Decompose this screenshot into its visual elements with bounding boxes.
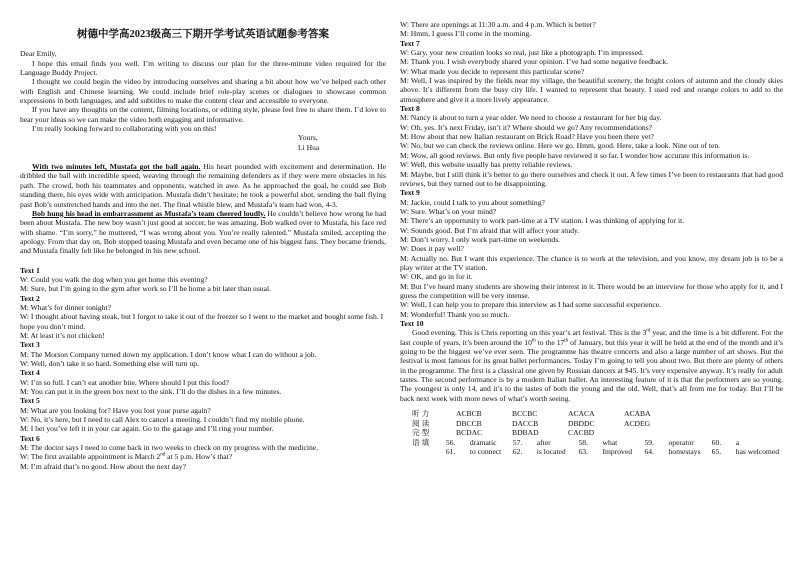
answer-group: ACBCB xyxy=(456,409,482,419)
text-heading: Text 5 xyxy=(20,396,40,406)
dialogue-line: W: Well, I can help you to prepare this interview as I had some successful experience. xyxy=(400,300,662,310)
answer-group: BCCBC xyxy=(512,409,538,419)
dialogue-line: M: I’m afraid that’s no good. How about the next day? xyxy=(20,461,186,471)
answer-label: 听力 xyxy=(412,409,432,419)
dialogue-line: M: Hmm, I guess I’ll come in the morning. xyxy=(400,29,532,39)
email-signature: Li Hua xyxy=(298,142,320,152)
dialogue-line: W: Sounds good. But I’m afraid that will affect your study. xyxy=(400,225,580,235)
item-number: 61. xyxy=(445,447,456,457)
dialogue-line: M: Well, I was inspired by the fields near my village, the beautiful scenery, the bright colors of autumn and the cloudy skies above. It’s different from the busy city life. I wanted to represent that beauty. I used red and orange colors to add to the atmosphere and give it a more lively appearance. xyxy=(400,76,783,104)
story-lead: Bob hung his head in embarrassment as Mustafa’s team cheered loudly. xyxy=(32,208,266,218)
text-heading: Text 4 xyxy=(20,368,40,378)
text-heading: Text 9 xyxy=(400,188,420,198)
email-paragraph: I thought we could begin the video by introducing ourselves and sharing a bit about how we’ve helped each other with English and Chinese learning. We could include brief role-play scenes or dialogues to showcase common expressions in both languages, and add subtitles to make the content clear and accessible to everyone. xyxy=(20,77,386,106)
text-heading: Text 8 xyxy=(400,104,420,114)
dialogue-line: W: Could you walk the dog when you get home this evening? xyxy=(20,274,208,284)
dialogue-line: M: The doctor says I need to come back in two weeks to check on my progress with the medicine. xyxy=(20,443,319,453)
dialogue-line: W: There are openings at 11:30 a.m. and 4 p.m. Which is better? xyxy=(400,20,596,29)
dialogue-line: M: There’s an opportunity to work part-time at a TV station. I was thinking of applying for it. xyxy=(400,216,685,226)
dialogue-line: M: Wonderful! Thank you so much. xyxy=(400,309,510,319)
item-number: 64. xyxy=(644,447,654,457)
answer-label: 阅读 xyxy=(412,418,432,428)
story-body: His heart pounded with excitement and determination. He dribbled the ball with incredible speed, weaving through the remaining defenders as if they were mere obstacles in his path. The crowd, both his teammates and opponents, watched in awe. As he approached the goal, he could see Bob standing there, his eyes wide with anticipation. Mustafa didn’t hesitate; he took a powerful shot, sending the ball flying past Bob’s outstretched hands and into the net. The final whistle blew, and Mustafa’s team had won, 4-3. xyxy=(20,162,386,209)
answer-row-grammar xyxy=(412,438,783,448)
answer-group: DACCB xyxy=(512,418,539,428)
dialogue-line: M: The Morson Company turned down my application. I don’t know what I can do without a job. xyxy=(20,349,317,359)
item-number: 57. xyxy=(512,437,523,447)
dialogue-line: W: OK, and go in for it. xyxy=(400,272,473,282)
dialogue-line: W: What made you decide to represent this particular scene? xyxy=(400,66,585,76)
dialogue-line: W: Does it pay well? xyxy=(400,244,464,254)
dialogue-line: W: No, it’s here, but I need to call Alex to cancel a meeting. I couldn’t find my mobile phone. xyxy=(20,415,305,425)
dialogue-line: W: Sure. What’s on your mind? xyxy=(400,206,497,216)
dialogue-line: M: Don’t worry. I only work part-time on weekends. xyxy=(400,234,561,244)
grammar-answer-table xyxy=(412,438,783,457)
dialogue-line: M: Actually no. But I want this experience. The chance is to work at the television, and you know, my dream job is to be a play writer at the TV station. xyxy=(400,253,783,272)
item-answer: dramatic xyxy=(469,437,497,447)
text-heading: Text 10 xyxy=(400,319,424,328)
item-answer: a xyxy=(735,437,740,447)
dialogue-line: W: I thought about having steak, but I forgot to take it out of the freezer so I went to the market and bought some fish. I hope you don’t mind. xyxy=(20,312,384,331)
answer-group: BCDAC xyxy=(456,428,483,438)
dialogue-line: M: At least it’s not chicken! xyxy=(20,330,105,340)
page-title: 树德中学高2023级高三下期开学考试英语试题参考答案 xyxy=(77,29,329,40)
monologue-paragraph: Good evening. This is Chris reporting on this year’s art festival. This is the 3rd year, and the time is a bit different. For the last couple of years, it’s been around the 10th to the 17th of January, but this year it will be held at the end of the month and it’s going to be the biggest we’ve ever seen. The programme has theatre concerts and also a large number of art shows. But the festival is most famous for its great ballet performances. Today I’m going to tell you about two. But there are plenty of others in the programme. The first is a classical one given by Russian dancers at $45. It’s very expensive anyway. It’s really for adult tastes. The second performance is by a modern Italian ballet. An interesting feature of it is that the performers are so young. The youngest is only 14, and it’s to the tastes of both the young and the old. Well, that’s all from me for today. But I’ll be back next week with more news of what’s worth seeing. xyxy=(400,328,783,403)
answer-group: BDBAD xyxy=(512,428,539,438)
item-number: 59. xyxy=(644,437,654,447)
answer-label: 完型 xyxy=(412,428,432,438)
email-paragraph: If you have any thoughts on the content, filming locations, or editing style, please feel free to share them. I’d love to hear your ideas so we can make the video both engaging and informative. xyxy=(20,105,386,124)
item-answer: Improved xyxy=(602,447,632,457)
text-heading: Text 3 xyxy=(20,340,40,350)
dialogue-line: M: Jackie, could I talk to you about something? xyxy=(400,197,545,207)
text-heading: Text 7 xyxy=(400,38,420,48)
dialogue-line: M: Sure, but I’m going to the gym after work so I’ll be home a bit later than usual. xyxy=(20,284,271,294)
item-answer: is located xyxy=(536,447,566,457)
story-body: He couldn’t believe how wrong he had been about Mustafa. The new boy wasn’t just good at soccer, he was amazing. Bob walked over to Mustafa, his face red with shame. “I’m sorry,” he muttered, “I was wrong about you. You’re really talented.” Mustafa smiled, accepting the apology. From that day on, Bob stopped teasing Mustafa and even became one of his biggest fans. They became friends, and Mustafa finally felt like he belonged in his new school. xyxy=(20,208,386,256)
dialogue-line: W: Gary, your new creation looks so real, just like a photograph. I’m impressed. xyxy=(400,48,644,58)
dialogue-line: W: No, but we can check the reviews online. Here we go. Hmm, good. Here, take a look. Nine out of ten. xyxy=(400,141,721,151)
text-heading: Text 1 xyxy=(20,265,40,275)
dialogue-line: M: Maybe, but I still think it’s better to go there ourselves and check it out. A few times I’ve been to restaurants that had good reviews, but they turned out to be disappointing. xyxy=(400,169,783,188)
dialogue-line: M: Nancy is about to turn a year older. We need to choose a restaurant for her big day. xyxy=(400,113,662,123)
dialogue-line: M: What are you looking for? Have you lost your purse again? xyxy=(20,405,211,415)
dialogue-line: W: Well, don’t take it so hard. Something else will turn up. xyxy=(20,359,199,368)
item-answer: operator xyxy=(668,437,694,447)
item-number: 62. xyxy=(512,447,523,457)
story-lead: With two minutes left, Mustafa got the ball again. xyxy=(32,162,201,172)
answer-key-table xyxy=(412,409,680,438)
email-paragraph: I hope this email finds you well. I’m writing to discuss our plan for the three-minute video required for the Language Buddy Project. xyxy=(20,58,386,78)
dialogue-line: M: What’s for dinner tonight? xyxy=(20,302,111,312)
answer-label: 语填 xyxy=(412,437,432,447)
item-number: 65. xyxy=(711,447,722,457)
item-number: 60. xyxy=(711,437,722,447)
answer-row-reading xyxy=(412,419,680,429)
item-answer: homestays xyxy=(668,447,701,457)
item-number: 58. xyxy=(578,437,588,447)
answer-group: ACDEG xyxy=(624,418,651,428)
answer-row-cloze xyxy=(412,428,680,438)
listening-transcript-left xyxy=(20,266,386,472)
item-answer: has welcomed xyxy=(735,447,779,457)
dialogue-line: M: Thank you. I wish everybody shared your opinion. I’ve had some negative feedback. xyxy=(400,57,669,67)
dialogue-line: M: You can put it in the green box next to the sink. I’ll do the dishes in a few minutes. xyxy=(20,387,282,397)
text-heading: Text 2 xyxy=(20,293,40,303)
dialogue-line: W: Oh, yes. It’s next Friday, isn’t it? Where should we go? Any recommendations? xyxy=(400,122,653,132)
dialogue-line: M: I bet you’ve left it in your car again. Go to the garage and I’ll ring your number. xyxy=(20,424,274,434)
dialogue-line: M: Wow, all good reviews. But only five people have reviewed it so far. I wonder how accurate this information is. xyxy=(400,150,750,160)
text-heading: Text 6 xyxy=(20,433,40,443)
item-answer: what xyxy=(602,437,618,447)
dialogue-line: W: Well, this website usually has pretty reliable reviews. xyxy=(400,160,573,170)
item-number: 63. xyxy=(578,447,588,457)
item-answer: after xyxy=(536,437,551,447)
item-number: 56. xyxy=(445,437,456,447)
email-closing: Yours, xyxy=(298,133,318,143)
answer-group: CACBD xyxy=(568,428,595,438)
dialogue-line: W: I’m so full. I can’t eat another bite. Where should I put this food? xyxy=(20,377,230,387)
answer-group: DBCCB xyxy=(456,418,482,428)
item-answer: to connect xyxy=(469,447,502,457)
dialogue-line: M: But I’ve heard many students are showing their interest in it. There would be an interview for those who apply for it, and I guess the competition will be very intense. xyxy=(400,281,783,300)
right-column xyxy=(400,20,783,457)
email-greeting: Dear Emily, xyxy=(20,49,57,59)
answer-group: ACACA xyxy=(568,409,595,419)
story-paragraph xyxy=(20,209,386,256)
answer-row-listening xyxy=(412,409,680,419)
email-paragraph: I’m really looking forward to collaborating with you on this! xyxy=(32,124,217,134)
answer-group: DBDDC xyxy=(568,418,595,428)
dialogue-line: M: How about that new Italian restaurant on Brick Road? Have you been there yet? xyxy=(400,132,654,142)
dialogue-line: W: The first available appointment is March 2nd at 5 p.m. How’s that? xyxy=(20,452,233,462)
answer-group: ACABA xyxy=(624,409,651,419)
answer-row-grammar xyxy=(412,447,783,457)
left-column xyxy=(20,0,386,471)
story-paragraph xyxy=(20,162,386,209)
